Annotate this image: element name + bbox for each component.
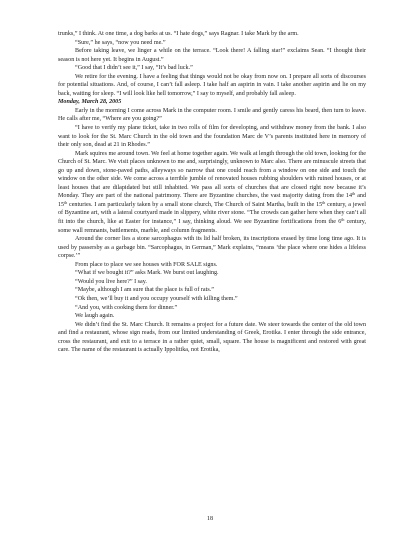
paragraph: Mark squires me around town. We feel at home together again. We walk at length through the old town, looking for the Church of St. Marc. We visit places unknown to me and, surprisingly, unknown to Marc also. There are minuscule streets that go up and down, stone-paved paths, alleyways so narrow that one could reach from a window on one side and touch the window on the other side. We come across a terrible jumble of renovated houses rubbing shoulders with ruined houses, or at least houses that are dilapidated but still inhabited. We pass all sorts of churches that are closed right now because it’s Monday. They are part of the national patrimony. There are Byzantine churches, the vast majority dating from the 14th and 15th centuries. I am particularly taken by a small stone church, The Church of Saint Martha, built in the 15th century, a jewel of Byzantine art, with a lateral courtyard made in slippery, white river stone. “The crowds can gather here when they can’t all fit into the church, like at Easter for instance,” I say, thinking aloud. We see Byzantine fortifications from the 6th century, some wall remnants, battlements, marble, and column fragments. (58, 150, 367, 234)
body-text (58, 30, 366, 355)
paragraph: “Good that I didn’t see it,” I say, “It’s bad luck.” (75, 65, 193, 72)
paragraph: trunks,” I think. At one time, a dog barks at us. “I hate dogs,” says Ragnar. I take Mark by the arm. (58, 31, 299, 37)
paragraph: From place to place we see houses with FOR SALE signs. (75, 261, 218, 268)
paragraph: “I have to verify my plane ticket, take in two rolls of film for developing, and withdraw money from the bank. I also want to look for the St. Marc Church in the old town and the foundation Marc de V’s parents instituted here in memory of their only son, dead at 21 in Rhodes.” (58, 125, 366, 149)
paragraph: “Ok then, we’ll buy it and you occupy yourself with killing them.” (75, 295, 238, 302)
paragraph: We didn’t find the St. Marc Church. It remains a project for a future date. We steer towards the center of the old town and find a restaurant, whose sign reads, from our limited understanding of Greek, Erotika. I enter through the side entrance, cross the restaurant, and exit to a terrace in a rather quiet, small, square. The house is magnificent and restored with great care. The name of the restaurant is actually Ippolitika, not Erotika, (58, 321, 366, 354)
paragraph: Around the corner lies a stone sarcophagus with its lid half broken, its inscriptions erased by time long time ago. It is used by passersby as a garbage bin. “Sarcophagus, in German,” Mark explains, “means ‘the place where one hides a lifeless corpse.’” (58, 236, 366, 260)
date-heading: Monday, March 28, 2005 (58, 99, 122, 106)
page-number: 18 (206, 516, 214, 522)
paragraph: Early in the morning I come across Mark in the computer room. I smile and gently caress his beard, then turn to leave. He calls after me, “Where are you going?” (58, 107, 366, 123)
paragraph: “Sure,” he says, “now you need me.” (75, 39, 166, 46)
paragraph: “And you, with cooking them for dinner.” (75, 304, 178, 311)
paragraph: “What if we bought it?” asks Mark. We burst out laughing. (75, 270, 219, 277)
paragraph: We laugh again. (75, 313, 115, 320)
paragraph: “Would you live here?” I say. (75, 278, 147, 285)
paragraph: Before taking leave, we linger a while on the terrace. “Look there! A falling star!” exclaims Sean. “I thought their season is not here yet. It begins in August.” (58, 48, 366, 63)
paragraph: We retire for the evening. I have a feeling that things would not be okay from now on. I prepare all sorts of discourses for potential situations. And, of course, I can’t fall asleep. I take half an aspirin in vain. I take another aspirin and lie on my back, waiting for sleep. “I will look like hell tomorrow,” I say to myself, and probably fall asleep. (58, 73, 366, 97)
paragraph: “Maybe, although I am sure that the place is full of rats.” (75, 287, 214, 294)
